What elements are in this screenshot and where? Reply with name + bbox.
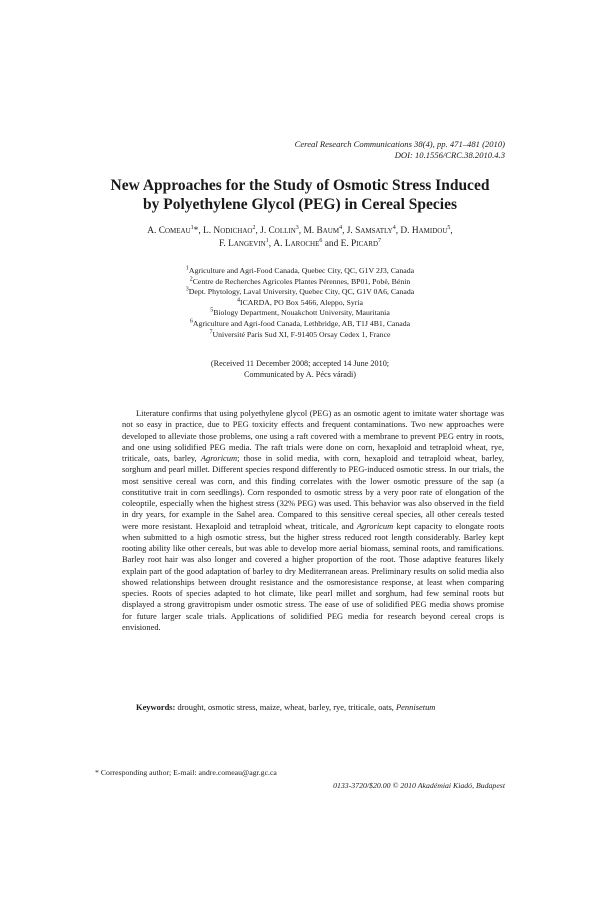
author: A. Laroche$^6$ and — [273, 237, 341, 249]
keywords: Keywords: drought, osmotic stress, maize, wheat, barley, rye, triticale, oats, Pennisetum — [136, 702, 436, 712]
author: L. Nodichao$^2$, — [203, 224, 261, 236]
affiliation: $^7$Université Paris Sud XI, F-91405 Orsay Cedex 1, France — [209, 328, 391, 339]
affiliation: $^5$Biology Department, Nouakchott University, Mauritania — [210, 307, 390, 318]
affiliation: $^2$Centre de Recherches Agricoles Plantes Pérennes, BP01, Pobè, Bénin — [189, 276, 411, 286]
paper-title — [100, 176, 500, 214]
abstract: Literature confirms that using polyethylene glycol (PEG) as an osmotic agent to imitate water shortage was not so easy in practice, due to PEG toxicity effects and frequent contaminations. Two new approaches were developed to alleviate those problems, one using a raft covered with a membrane to prevent PEG entry in roots, and one using solidified PEG media. The raft trials were done on corn, hexaploid and tetraploid wheat, rye, triticale, oats, barley, Agroricum; those in solid media, with corn, hexaploid and tetraploid wheat, barley, sorghum and pearl millet. Different species respond differently to PEG-induced osmotic stress. In our trials, the most sensitive cereal was corn, and this finding correlates with the lower osmotic pressure of the sap (a constitutive trait in corn seedlings). Corn responded to osmotic stress by a very poor rate of elongation of the coleoptile, especially when the highest stress (32% PEG) was used. This behavior was also observed in the field in dry years, for example in the Sahel area. Compared to this sensitive cereal species, all other cereals tested were more resistant. Hexaploid and tetraploid wheat, triticale, and Agroricum kept capacity to elongate roots when submitted to a high osmotic stress, but the higher stress reduced root length considerably. Barley kept rooting ability like other cereals, but was able to develop more aerial biomass, seminal roots, and ramifications. Barley root hair was also longer and covered a higher proportion of the root. Those adaptive features likely explain part of the good adaptation of barley to dry Mediterranean areas. Preliminary results on solid media also showed relationships between drought resistance and the osmoresistance response, at least when comparing species. Roots of species adapted to hot climate, like pearl millet and sorghum, had few seminal roots but displayed a strong gravitropism under osmotic stress. The ease of use of solidified PEG media shows promise for future larger scale trials. Applications of solidified PEG media for research beyond cereal crops is envisioned. — [122, 408, 505, 632]
author: F. Langevin$^1$, — [218, 237, 274, 249]
author: E. Picard$^7$ — [340, 237, 382, 249]
author: M. Baum$^4$, — [303, 224, 347, 236]
author: A. Comeau$^1$*, — [147, 224, 204, 236]
journal-header — [295, 139, 505, 161]
received-info — [150, 358, 450, 380]
affiliation: $^1$Agriculture and Agri-Food Canada, Quebec City, QC, G1V 2J3, Canada — [185, 265, 415, 275]
affiliation-list — [120, 266, 480, 340]
author: J. Samsatly$^4$, — [346, 224, 401, 236]
communicated-by: Communicated by A. Pécs váradi) — [243, 370, 357, 379]
affiliation: $^6$Agriculture and Agri-food Canada, Lethbridge, AB, T1J 4B1, Canada — [189, 318, 411, 328]
title-line-2: by Polyethylene Glycol (PEG) in Cereal Species — [143, 196, 457, 213]
title-line-1: New Approaches for the Study of Osmotic Stress Induced — [110, 177, 490, 194]
corresponding-author-footnote: * Corresponding author; E-mail: andre.comeau@agr.gc.ca — [95, 768, 277, 777]
author: J. Collin$^3$, — [260, 224, 304, 236]
journal-doi: DOI: 10.1556/CRC.38.2010.4.3 — [394, 150, 505, 160]
received-dates: (Received 11 December 2008; accepted 14 June 2010; — [210, 359, 390, 368]
copyright-line: 0133-3720/$20.00 © 2010 Akadémiai Kiadó, Budapest — [333, 781, 505, 790]
affiliation: $^4$ICARDA, PO Box 5466, Aleppo, Syria — [236, 297, 364, 307]
keywords-label: Keywords: — [136, 702, 176, 712]
author-list — [95, 225, 505, 251]
affiliation: $^3$Dept. Phytology, Laval University, Quebec City, QC, G1V 0A6, Canada — [185, 286, 415, 297]
journal-citation: Cereal Research Communications 38(4), pp. 471–481 (2010) — [294, 139, 505, 149]
author: D. Hamidou$^5$, — [400, 224, 453, 236]
